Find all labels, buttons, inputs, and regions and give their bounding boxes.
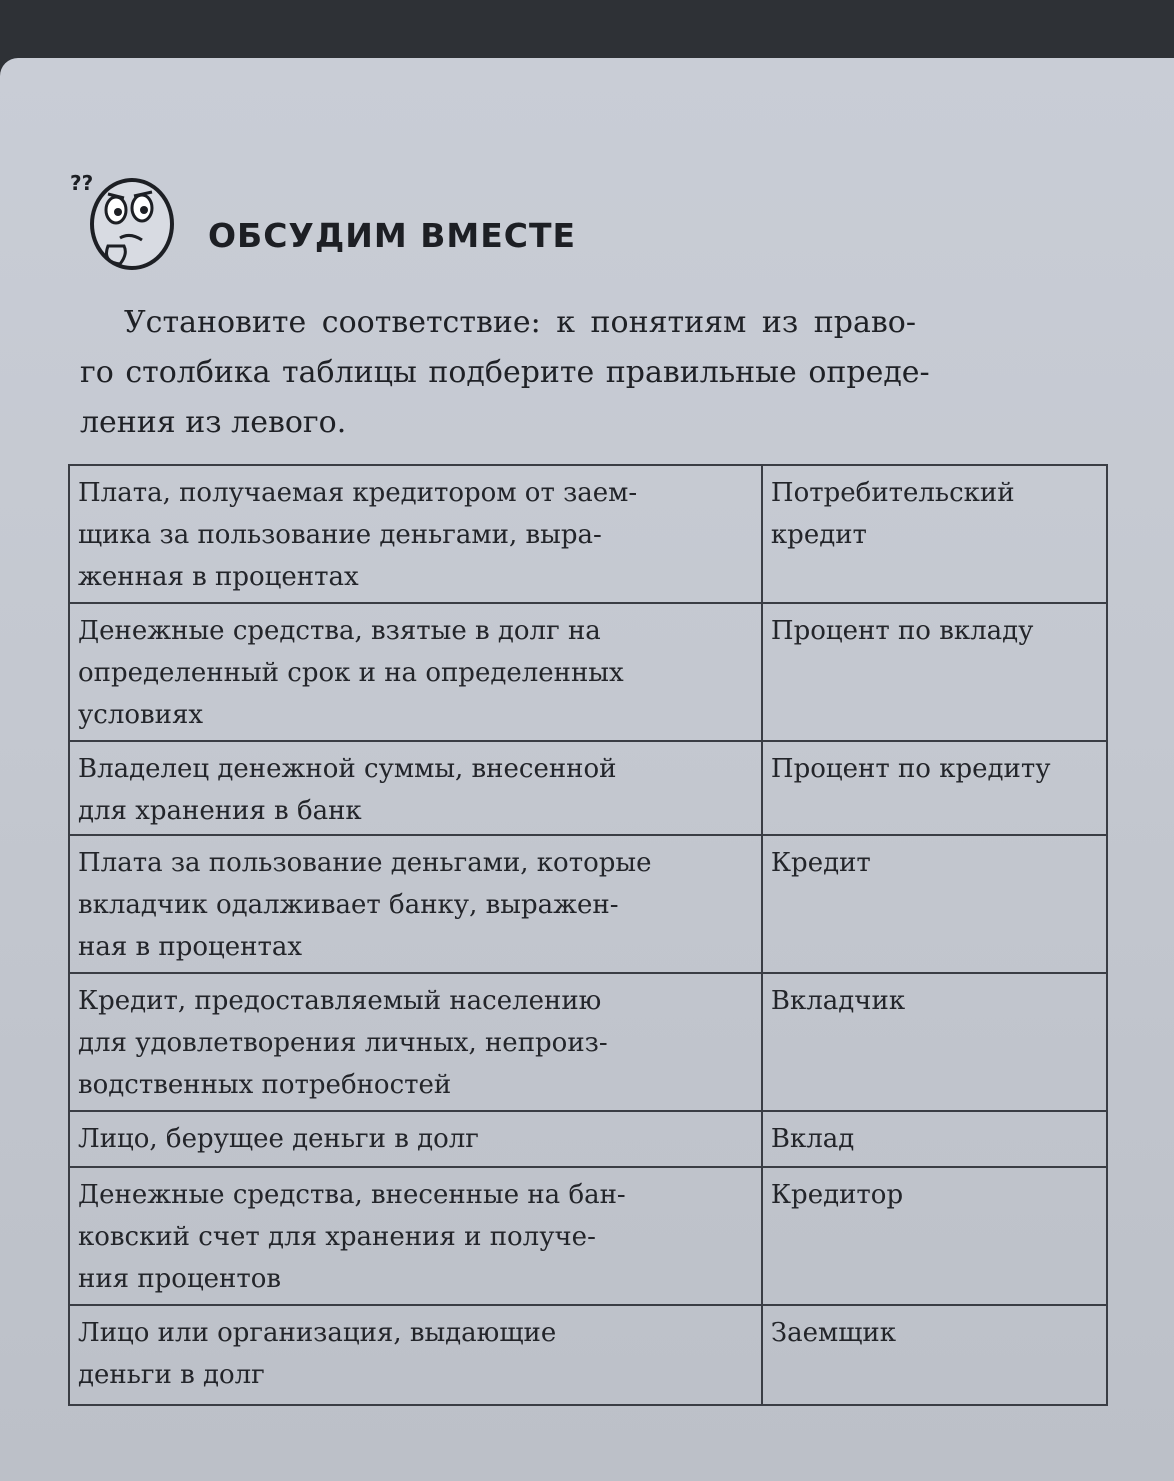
term-cell: Вклад xyxy=(762,1111,1107,1167)
matching-table xyxy=(68,464,1108,1406)
term-cell: Вкладчик xyxy=(762,973,1107,1111)
definition-cell: Лицо или организация, выдающие деньги в долг xyxy=(69,1305,762,1405)
thinking-face-icon xyxy=(68,166,178,276)
term-cell: Заемщик xyxy=(762,1305,1107,1405)
section-title: ОБСУДИМ ВМЕСТЕ xyxy=(208,216,577,255)
table-row xyxy=(69,603,1107,741)
definition-cell: Владелец денежной суммы, внесенной для хранения в банк xyxy=(69,741,762,835)
section-header xyxy=(68,166,708,276)
term-cell: Потребительский кредит xyxy=(762,465,1107,603)
definition-cell: Лицо, берущее деньги в долг xyxy=(69,1111,762,1167)
question-marks: ?? xyxy=(70,171,94,195)
table-row xyxy=(69,973,1107,1111)
term-cell: Кредит xyxy=(762,835,1107,973)
table-row xyxy=(69,465,1107,603)
table-row xyxy=(69,1111,1107,1167)
instruction-line-2: го столбика таблицы подберите правильные опреде- xyxy=(80,355,930,390)
table-row xyxy=(69,741,1107,835)
instruction-line-3: ления из левого. xyxy=(80,405,347,440)
term-cell: Кредитор xyxy=(762,1167,1107,1305)
definition-cell: Денежные средства, взятые в долг на определенный срок и на определенных условиях xyxy=(69,603,762,741)
table-row xyxy=(69,835,1107,973)
definition-cell: Денежные средства, внесенные на бан- ковский счет для хранения и получе- ния процентов xyxy=(69,1167,762,1305)
table-row xyxy=(69,1305,1107,1405)
table-row xyxy=(69,1167,1107,1305)
task-instruction xyxy=(80,298,1104,448)
definition-cell: Плата за пользование деньгами, которые вкладчик одалживает банку, выражен- ная в процентах xyxy=(69,835,762,973)
definition-cell: Плата, получаемая кредитором от заем- щика за пользование деньгами, выра- женная в процентах xyxy=(69,465,762,603)
term-cell: Процент по вкладу xyxy=(762,603,1107,741)
definition-cell: Кредит, предоставляемый населению для удовлетворения личных, непроиз- водственных потребностей xyxy=(69,973,762,1111)
instruction-line-1: Установите соответствие: к понятиям из право- xyxy=(124,305,916,340)
term-cell: Процент по кредиту xyxy=(762,741,1107,835)
